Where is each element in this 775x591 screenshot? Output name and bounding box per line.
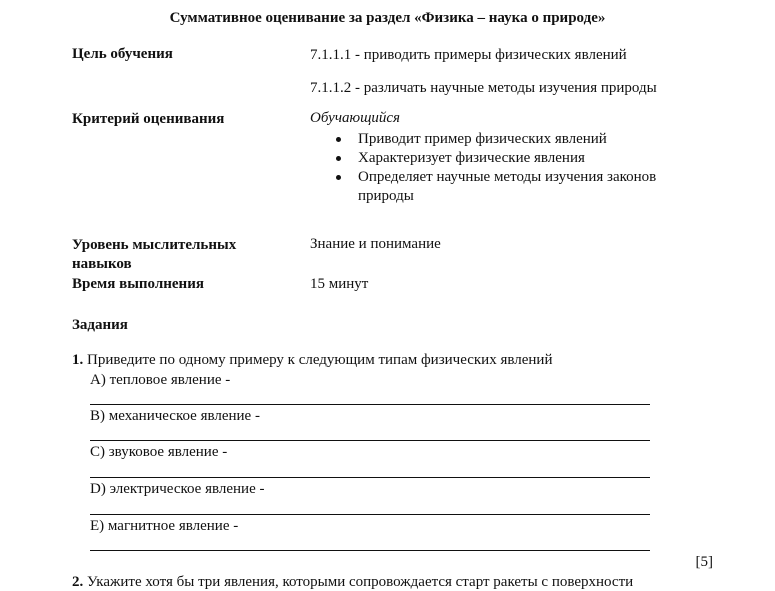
task1-option-e: Е) магнитное явление - — [90, 518, 239, 534]
answer-line[interactable] — [90, 550, 650, 551]
task1-option-b: В) механическое явление - — [90, 408, 260, 424]
task1-number: 1. — [72, 352, 84, 368]
task2-question — [72, 574, 712, 591]
time-label: Время выполнения — [72, 276, 204, 292]
task2-text: Укажите хотя бы три явления, которыми сопровождается старт ракеты с поверхности — [87, 574, 634, 590]
goal-item-1: 7.1.1.1 - приводить примеры физических явлений — [310, 47, 627, 63]
answer-line[interactable] — [90, 514, 650, 515]
document-title: Суммативное оценивание за раздел «Физика – наука о природе» — [169, 10, 606, 26]
thinking-value: Знание и понимание — [310, 236, 441, 252]
answer-line[interactable] — [90, 404, 650, 405]
task2-number: 2. — [72, 574, 84, 590]
criteria-bullet-list — [330, 130, 710, 206]
goal-label: Цель обучения — [72, 46, 173, 62]
task1-text: Приведите по одному примеру к следующим типам физических явлений — [87, 352, 553, 368]
criteria-learner: Обучающийся — [310, 110, 401, 126]
task1-option-a: А) тепловое явление - — [90, 372, 231, 388]
task1-score: [5] — [695, 554, 713, 570]
answer-line[interactable] — [90, 477, 650, 478]
tasks-heading: Задания — [72, 317, 128, 333]
goal-item-2: 7.1.1.2 - различать научные методы изучения природы — [310, 80, 657, 96]
criteria-label: Критерий оценивания — [72, 111, 225, 127]
criteria-bullet: Характеризует физические явления — [330, 149, 710, 168]
time-value: 15 минут — [310, 276, 369, 292]
task1-option-d: D) электрическое явление - — [90, 481, 265, 497]
answer-line[interactable] — [90, 440, 650, 441]
task1-option-c: С) звуковое явление - — [90, 444, 228, 460]
thinking-label: Уровень мыслительных навыков — [72, 237, 237, 272]
criteria-bullet: Определяет научные методы изучения законов природы — [330, 168, 710, 206]
criteria-bullet: Приводит пример физических явлений — [330, 130, 710, 149]
task1-question — [72, 352, 552, 369]
